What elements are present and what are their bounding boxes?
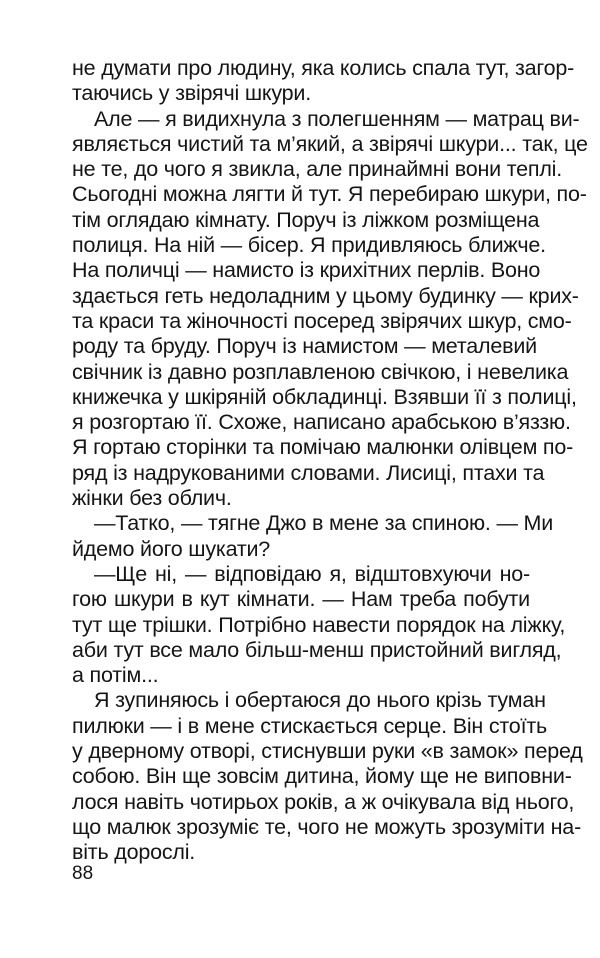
page-number: 88: [72, 863, 94, 884]
dialogue-line: —Татко, — тягне Джо в мене за спиною. — Ми: [94, 511, 554, 536]
text-line: являється чистий та м’який, а звірячі шкури... так, це: [72, 131, 588, 156]
text-line: собою. Він ще зовсім дитина, йому ще не виповни-: [72, 764, 572, 789]
text-line: ряд із надрукованими словами. Лисиці, птахи та: [72, 460, 545, 485]
text-line: я розгортаю її. Схоже, написано арабською в’яззю.: [72, 410, 571, 435]
text-line: не думати про людину, яка колись спала тут, загор-: [72, 56, 575, 80]
dialogue-line: —Ще ні, — відповідаю я, відштовхуючи но-: [94, 561, 530, 586]
text-line: аби тут все мало більш-менш пристойний вигляд,: [72, 637, 562, 662]
text-line: що малюк зрозуміє те, чого не можуть зрозуміти на-: [72, 814, 582, 839]
text-line: жінки без облич.: [72, 486, 232, 511]
text-line: у дверному отворі, стиснувши руки «в замок» перед: [72, 739, 583, 764]
text-line: а потім...: [72, 663, 159, 688]
text-line: здається геть недоладним у цьому будинку — крих-: [72, 283, 579, 308]
text-line: таючись у звірячі шкури.: [72, 81, 311, 106]
text-line: лося навіть чотирьох років, а ж очікувала від нього,: [72, 789, 575, 814]
text-line: та краси та жіночності посеред звірячих шкур, смо-: [72, 308, 572, 333]
text-line: тім оглядаю кімнату. Поруч із ліжком розміщена: [72, 207, 540, 232]
text-line: Сьогодні можна лягти й тут. Я перебираю шкури, по-: [72, 182, 587, 207]
text-line: йдемо його шукати?: [72, 536, 271, 561]
text-line: полиця. На ній — бісер. Я придивляюсь ближче.: [72, 233, 546, 258]
text-line: гою шкури в кут кімнати. — Нам треба побути: [72, 587, 530, 612]
text-line: Я гортаю сторінки та помічаю малюнки олівцем по-: [72, 435, 574, 460]
text-line: тут ще трішки. Потрібно навести порядок на ліжку,: [72, 612, 566, 637]
book-page-text: [72, 56, 588, 866]
text-line: пилюки — і в мене стискається серце. Він стоїть: [72, 713, 547, 738]
text-line: На поличці — намисто із крихітних перлів. Воно: [72, 258, 541, 283]
text-line: свічник із давно розплавленою свічкою, і невелика: [72, 359, 569, 384]
text-line: книжечка у шкіряній обкладинці. Взявши її з полиці,: [72, 384, 577, 409]
text-line: роду та бруду. Поруч із намистом — металевий: [72, 334, 537, 359]
text-line: віть дорослі.: [72, 840, 196, 865]
paragraph-start-line: Я зупиняюсь і обертаюся до нього крізь туман: [94, 688, 546, 713]
paragraph-start-line: Але — я видихнула з полегшенням — матрац ви-: [94, 106, 580, 131]
text-line: не те, до чого я звикла, але принаймні вони теплі.: [72, 157, 563, 182]
